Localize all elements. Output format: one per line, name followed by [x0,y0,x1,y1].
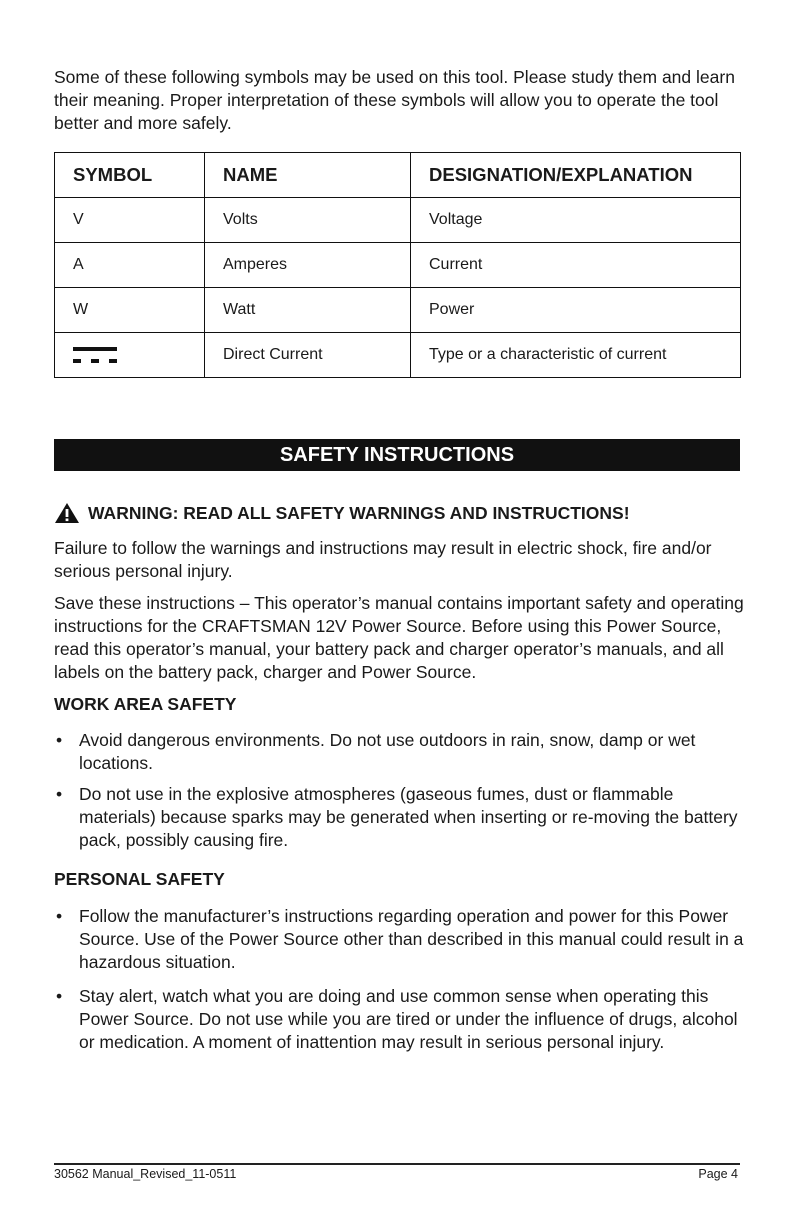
designation-cell: Current [411,243,741,288]
header-name: NAME [205,153,411,198]
bullet-text: Stay alert, watch what you are doing and use common sense when operating this Power Source. Do not use while you are tired or under the influence of drugs, alcohol or medication. A moment of inattention may result in serious personal injury. [79,986,738,1052]
bullet-icon: • [56,730,63,750]
bullet-icon: • [56,784,63,804]
personal-safety-heading: PERSONAL SAFETY [54,869,225,889]
work-area-heading: WORK AREA SAFETY [54,694,237,714]
save-instructions-paragraph: Save these instructions – This operator’s manual contains important safety and operating instructions for the CRAFTSMAN 12V Power Source. Before using this Power Source, read this operator’s manual, your battery pack and charger operator’s manuals, and all labels on the battery pack, charger and Power Source. [54,593,744,682]
direct-current-icon [73,344,117,366]
footer-divider [54,1163,740,1165]
section-banner: SAFETY INSTRUCTIONS [54,439,740,471]
designation-cell: Type or a characteristic of current [411,333,741,378]
bullet-text: Avoid dangerous environments. Do not use outdoors in rain, snow, damp or wet locations. [79,730,696,773]
list-item [54,729,744,775]
bullet-text: Do not use in the explosive atmospheres (gaseous fumes, dust or flammable materials) because sparks may be generated when inserting or re-moving the battery pack, possibly causing fire. [79,784,738,850]
designation-cell: Power [411,288,741,333]
symbol-cell: A [55,243,205,288]
intro-paragraph: Some of these following symbols may be used on this tool. Please study them and learn their meaning. Proper interpretation of these symbols will allow you to operate the tool better and more safely. [54,67,735,133]
table-row [55,198,741,243]
bullet-icon: • [56,986,63,1006]
warning-text: WARNING: READ ALL SAFETY WARNINGS AND INSTRUCTIONS! [88,503,630,523]
name-cell: Volts [205,198,411,243]
list-item [54,985,744,1054]
name-cell: Watt [205,288,411,333]
designation-cell: Voltage [411,198,741,243]
list-item [54,905,744,974]
footer-doc-id: 30562 Manual_Revised_11-0511 [54,1167,237,1181]
table-row [55,243,741,288]
symbol-cell [55,333,205,378]
name-cell: Direct Current [205,333,411,378]
symbols-table [54,152,741,378]
table-row [55,288,741,333]
table-header-row [55,153,741,198]
warning-paragraph: Failure to follow the warnings and instructions may result in electric shock, fire and/or serious personal injury. [54,538,712,581]
header-symbol: SYMBOL [55,153,205,198]
symbol-cell: W [55,288,205,333]
header-designation: DESIGNATION/EXPLANATION [411,153,741,198]
table-row [55,333,741,378]
symbol-cell: V [55,198,205,243]
bullet-text: Follow the manufacturer’s instructions regarding operation and power for this Power Source. Use of the Power Source other than described in this manual could result in a hazardous situation. [79,906,744,972]
name-cell: Amperes [205,243,411,288]
warning-heading [54,500,744,526]
list-item [54,783,744,852]
bullet-icon: • [56,906,63,926]
footer-page-number: Page 4 [698,1167,738,1181]
warning-triangle-icon [54,502,80,524]
